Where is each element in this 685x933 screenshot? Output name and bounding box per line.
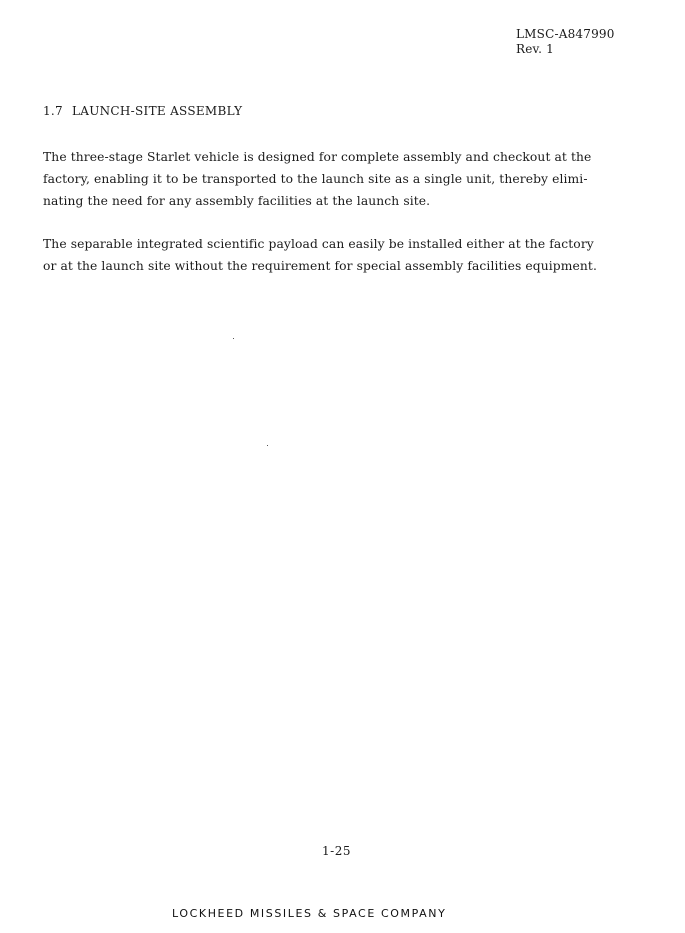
paragraph-line: or at the launch site without the requirement for special assembly facilities equipment.	[43, 259, 597, 273]
section-heading	[43, 104, 242, 118]
body-paragraph	[43, 233, 597, 277]
section-title: LAUNCH-SITE ASSEMBLY	[71, 104, 243, 118]
paragraph-line: nating the need for any assembly facilities at the launch site.	[43, 194, 431, 208]
revision-label: Rev. 1	[516, 42, 554, 56]
scan-speck	[267, 445, 268, 446]
paragraph-line: The three-stage Starlet vehicle is designed for complete assembly and checkout at the	[43, 150, 592, 164]
scan-speck	[233, 338, 234, 339]
paragraph-line: The separable integrated scientific payload can easily be installed either at the factory	[43, 237, 594, 251]
paragraph-line: factory, enabling it to be transported to the launch site as a single unit, thereby elimi-	[43, 172, 588, 186]
document-number: LMSC-A847990	[516, 27, 615, 41]
company-footer: LOCKHEED MISSILES & SPACE COMPANY	[172, 907, 447, 920]
document-identifier	[516, 27, 615, 57]
body-paragraph	[43, 146, 591, 212]
section-number: 1.7	[43, 104, 63, 118]
page-number: 1-25	[322, 844, 351, 858]
